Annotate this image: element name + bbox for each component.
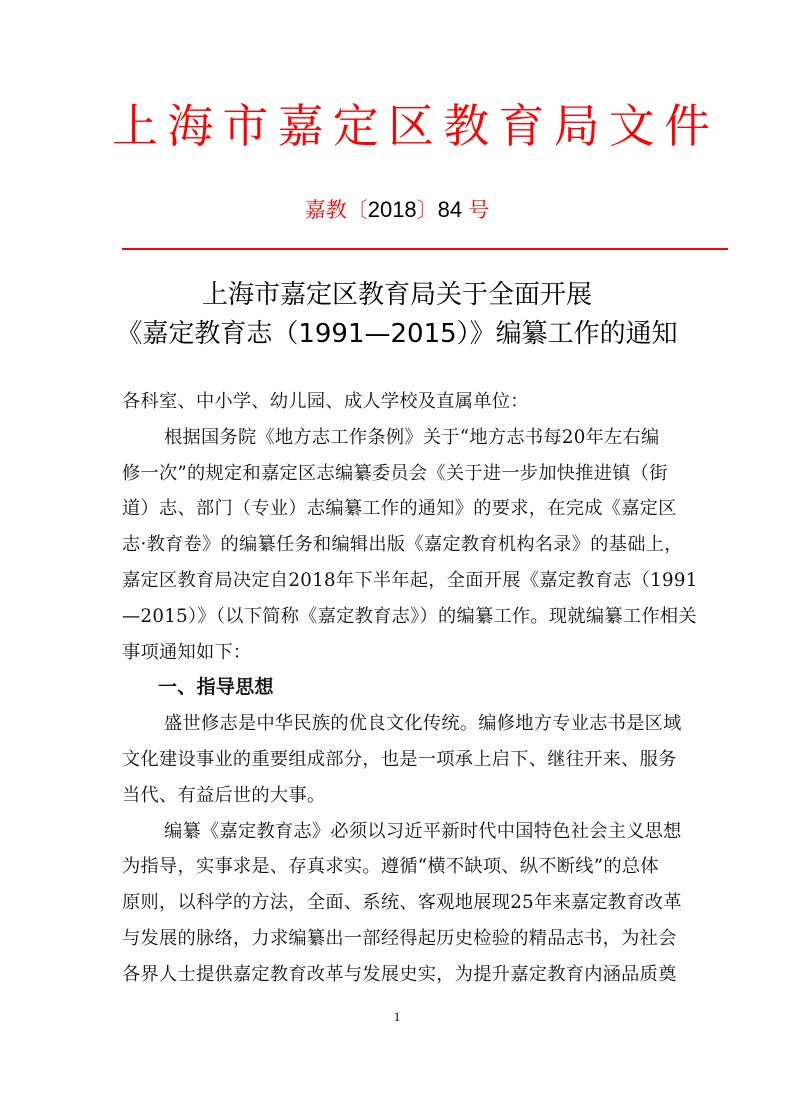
- section-heading-guiding-ideology: 一、指导思想: [158, 676, 274, 699]
- body-line: 编纂《嘉定教育志》必须以习近平新时代中国特色社会主义思想: [164, 820, 682, 842]
- body-line: 道）志、部门（专业）志编纂工作的通知》的要求，在完成《嘉定区: [122, 498, 677, 520]
- body-line: —2015）》（以下简称《嘉定教育志》）的编纂工作。现就编纂工作相关: [122, 605, 697, 627]
- body-line: 各界人士提供嘉定教育改革与发展史实，为提升嘉定教育内涵品质奠: [122, 963, 677, 985]
- notice-title-line-1: 上海市嘉定区教育局关于全面开展: [201, 280, 592, 310]
- doc-number-bracket-open: 〔: [346, 198, 368, 222]
- notice-body: [122, 384, 730, 993]
- doc-number-suffix: 号: [468, 198, 490, 222]
- red-divider-rule: [122, 248, 728, 250]
- body-line: 修一次”的规定和嘉定区志编纂委员会《关于进一步加快推进镇（街: [122, 462, 668, 484]
- doc-number-number: 84: [437, 197, 463, 222]
- notice-title-line-2: 《嘉定教育志（1991—2015）》编纂工作的通知: [116, 319, 678, 349]
- body-line: 当代、有益后世的大事。: [122, 784, 326, 806]
- body-line: 嘉定区教育局决定自2018年下半年起，全面开展《嘉定教育志（1991: [122, 569, 698, 591]
- body-line: 与发展的脉络，力求编纂出一部经得起历史检验的精品志书，为社会: [122, 927, 677, 949]
- body-line: 为指导，实事求是、存真求实。遵循“横不缺项、纵不断线”的总体: [122, 856, 659, 878]
- page-number: 1: [393, 1009, 401, 1024]
- body-line: 事项通知如下：: [122, 641, 252, 663]
- masthead-title: 上海市嘉定区教育局文件: [112, 99, 720, 153]
- body-line: 盛世修志是中华民族的优良文化传统。编修地方专业志书是区域: [164, 713, 682, 735]
- addressee-line: 各科室、中小学、幼儿园、成人学校及直属单位：: [122, 391, 529, 412]
- body-line: 原则，以科学的方法，全面、系统、客观地展现25年来嘉定教育改革: [122, 892, 682, 914]
- body-line: 文化建设事业的重要组成部分，也是一项承上启下、继往开来、服务: [122, 748, 677, 770]
- doc-number-year: 2018: [367, 197, 417, 222]
- body-line: 志·教育卷》的编纂任务和编辑出版《嘉定教育机构名录》的基础上，: [122, 534, 683, 556]
- document-number: [0, 194, 794, 226]
- doc-number-bracket-close: 〕: [416, 198, 438, 222]
- body-line: 根据国务院《地方志工作条例》关于“地方志书每20年左右编: [164, 426, 660, 448]
- doc-number-prefix: 嘉教: [304, 198, 347, 222]
